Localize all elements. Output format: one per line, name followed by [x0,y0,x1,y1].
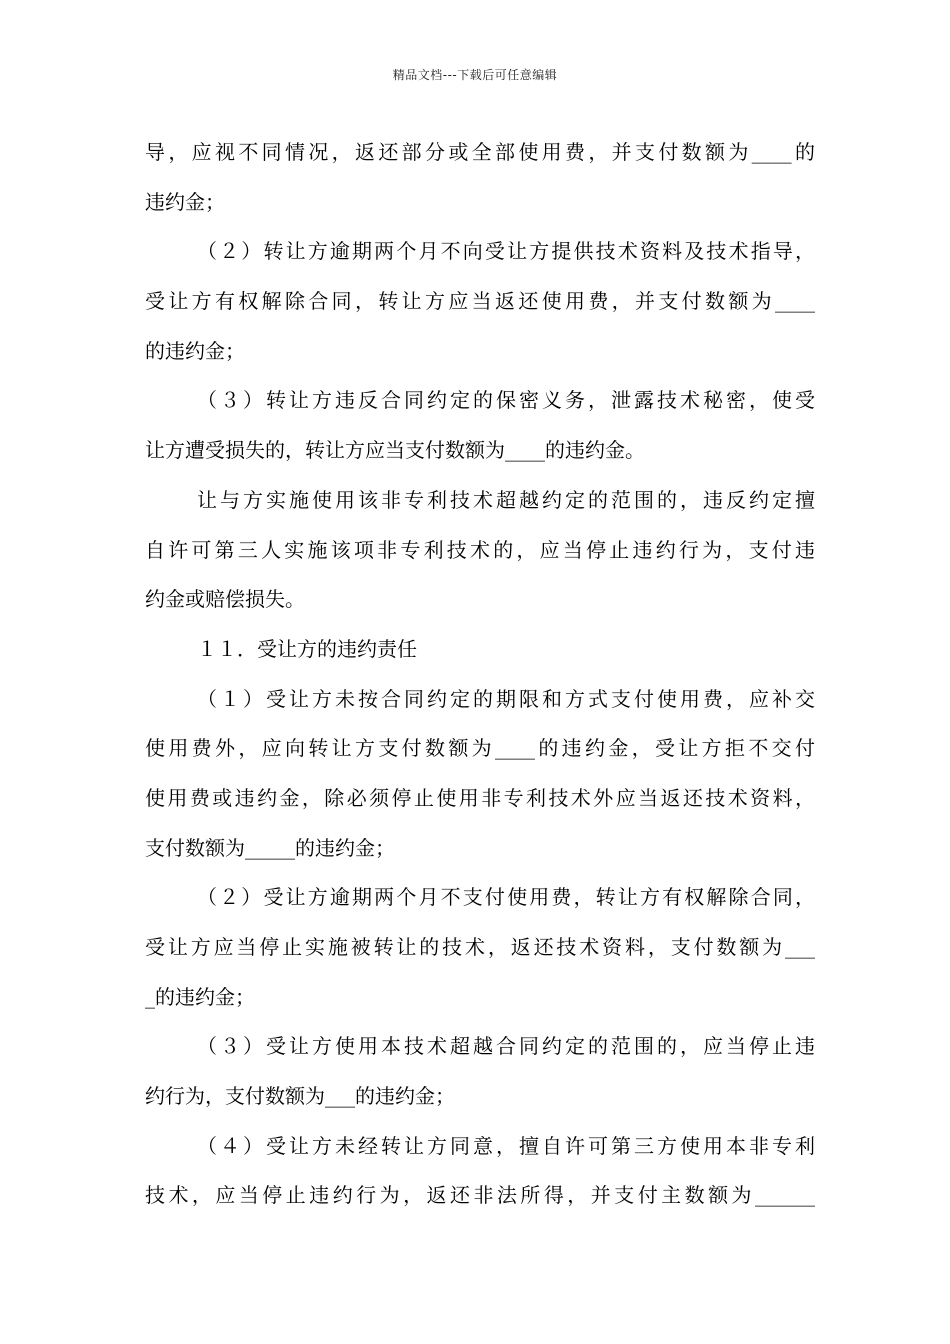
text-line: 违约金； [145,189,225,214]
text-line: 导，应视不同情况，返还部分或全部使用费，并支付数额为____的 [145,140,815,164]
text-line: 约行为，支付数额为___的违约金； [145,1084,455,1109]
text-line: （１）受让方未按合同约定的期限和方式支付使用费，应补交 [197,686,815,711]
text-line: 让与方实施使用该非专利技术超越约定的范围的，违反约定擅 [197,487,815,512]
text-line: 受让方有权解除合同，转让方应当返还使用费，并支付数额为____ [145,289,815,314]
text-line: 约金或赔偿损失。 [145,587,305,612]
text-line: 受让方应当停止实施被转让的技术，返还技术资料，支付数额为___ [145,935,815,959]
text-line: 使用费或违约金，除必须停止使用非专利技术外应当返还技术资料， [145,785,815,810]
text-line: _的违约金； [145,984,255,1009]
document-body [145,128,815,1221]
text-line: （３）转让方违反合同约定的保密义务，泄露技术秘密，使受 [197,388,815,413]
text-line: 支付数额为_____的违约金； [145,835,395,860]
text-line: 技术，应当停止违约行为，返还非法所得，并支付主数额为______ [145,1183,815,1208]
page-header: 精品文档---下载后可任意编辑 [392,68,558,82]
text-line: 让方遭受损失的，转让方应当支付数额为____的违约金。 [145,438,645,463]
text-line: （２）转让方逾期两个月不向受让方提供技术资料及技术指导， [197,239,815,264]
text-line: 自许可第三人实施该项非专利技术的，应当停止违约行为，支付违 [145,537,815,562]
text-line: （２）受让方逾期两个月不支付使用费，转让方有权解除合同， [197,885,815,910]
text-line: 的违约金； [145,338,245,363]
text-line: （３）受让方使用本技术超越合同约定的范围的，应当停止违 [197,1034,815,1059]
text-line: （４）受让方未经转让方同意，擅自许可第三方使用本非专利 [197,1133,815,1158]
text-line: 使用费外，应向转让方支付数额为____的违约金，受让方拒不交付 [145,736,815,761]
section-heading: １１．受让方的违约责任 [197,636,417,661]
